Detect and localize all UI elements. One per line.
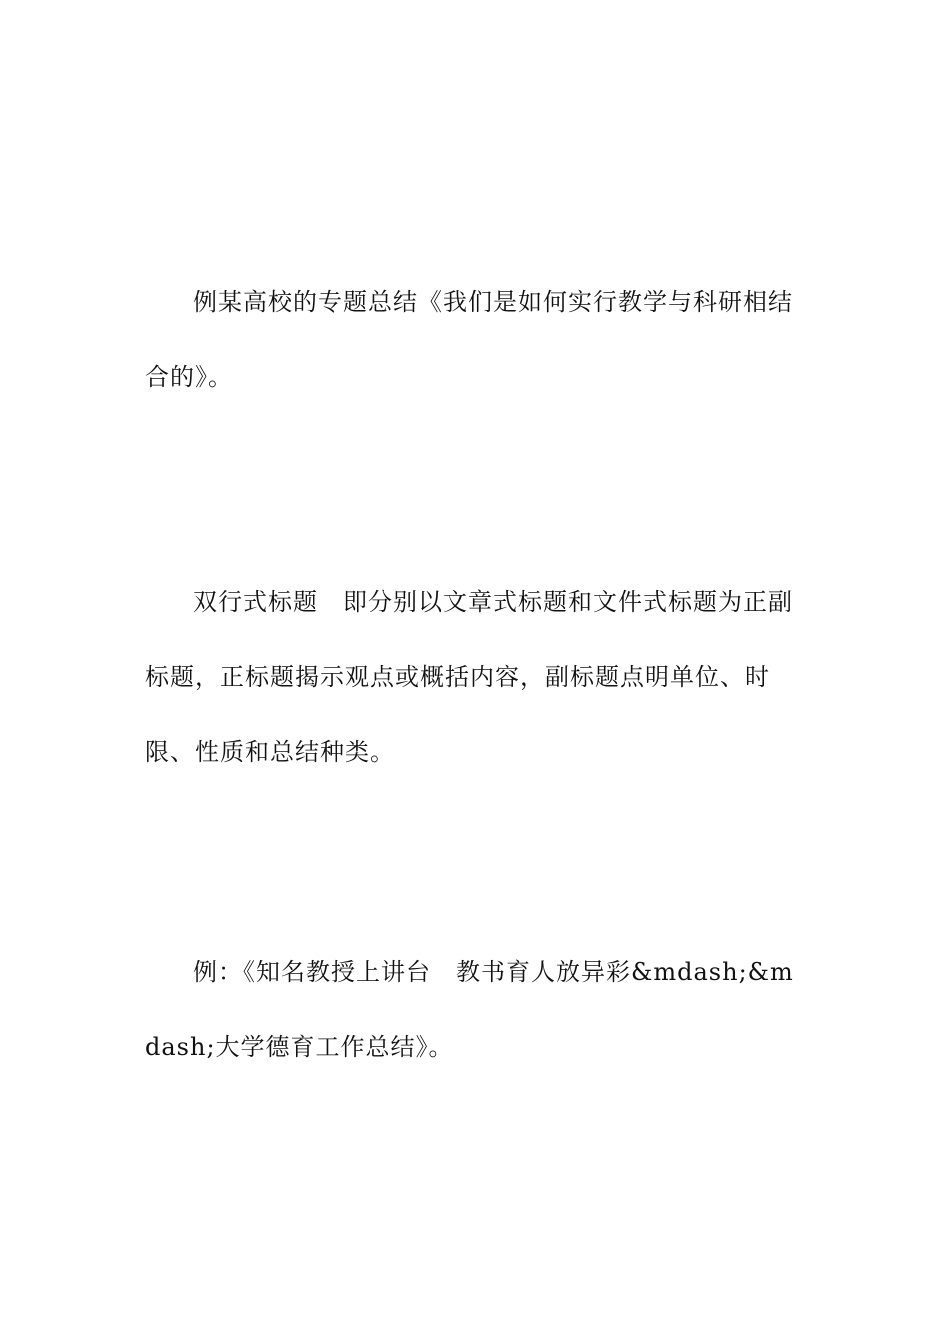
- paragraph-example-title: 例某高校的专题总结《我们是如何实行教学与科研相结合的》。: [145, 288, 793, 391]
- paragraph-example-double-title: 例：《知名教授上讲台 教书育人放异彩&mdash;&mdash;大学德育工作总结》。: [145, 958, 794, 1061]
- paragraph-double-line-title: 双行式标题 即分别以文章式标题和文件式标题为正副标题，正标题揭示观点或概括内容，副标题点明单位、时限、性质和总结种类。: [145, 588, 793, 766]
